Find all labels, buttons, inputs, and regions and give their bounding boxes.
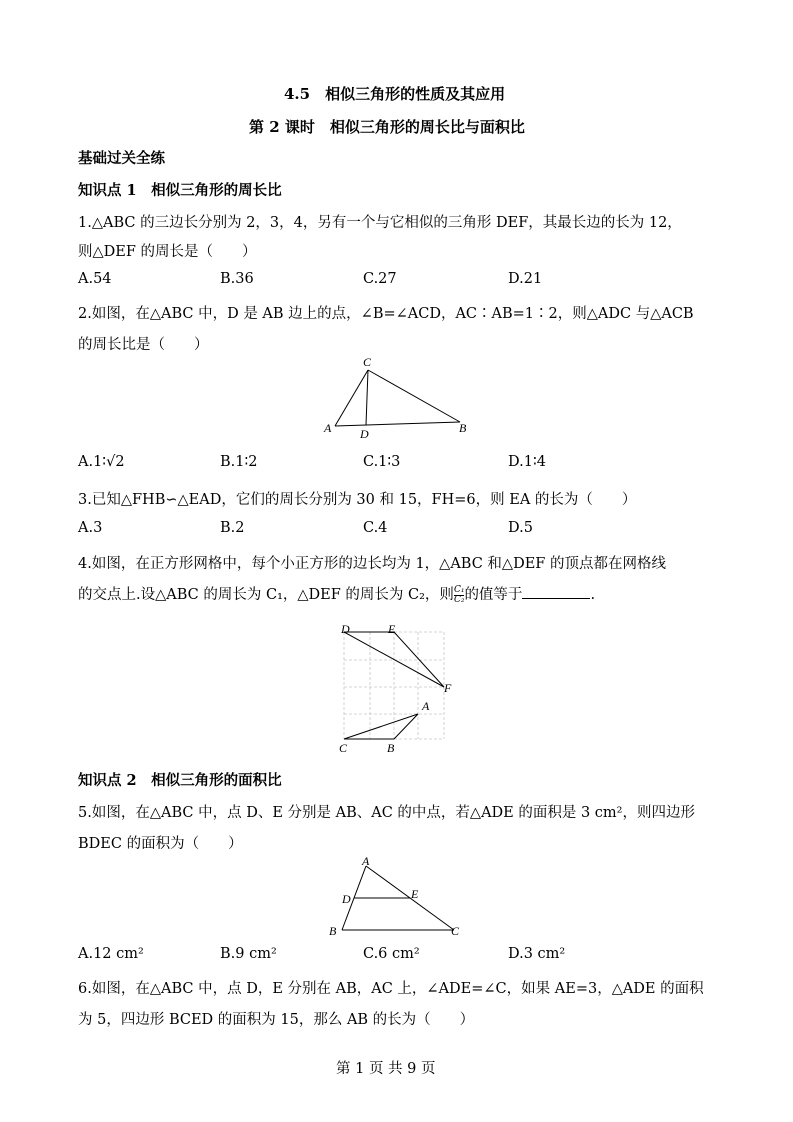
q4-fraction <box>454 586 465 605</box>
q4-line2-text-b: 的值等于 <box>464 587 523 603</box>
q5-label-e: E <box>411 887 419 901</box>
q6-line2: 为 5，四边形 BCED 的面积为 15，那么 AB 的长为（ ） <box>78 1012 475 1028</box>
q5-label-b: B <box>329 924 337 938</box>
q2-option-b: B.1∶2 <box>220 454 258 470</box>
q2-option-a: A.1∶√2 <box>78 454 125 470</box>
knowledge-point-2: 知识点 2 相似三角形的面积比 <box>78 772 282 789</box>
q2-label-d: D <box>360 427 369 441</box>
q4-line2 <box>78 583 595 605</box>
page-footer: 第 1 页 共 9 页 <box>336 1061 436 1077</box>
q5-option-d: D.3 cm² <box>508 946 566 962</box>
q4-label-a: A <box>422 699 430 713</box>
q3-line1: 3.已知△FHB∽△EAD，它们的周长分别为 30 和 15，FH=6，则 EA 的长为（ ） <box>78 492 637 508</box>
knowledge-point-1: 知识点 1 相似三角形的周长比 <box>78 182 282 199</box>
q3-option-a: A.3 <box>78 520 103 536</box>
q1-option-c: C.27 <box>363 271 397 287</box>
q5-label-a: A <box>362 854 370 868</box>
q1-line2: 则△DEF 的周长是（ ） <box>78 244 257 260</box>
lesson-title: 4.5 相似三角形的性质及其应用 <box>284 85 506 103</box>
q4-label-c: C <box>339 741 348 755</box>
q4-label-d: D <box>341 622 350 636</box>
q4-line2-end: . <box>590 587 596 603</box>
q2-option-c: C.1∶3 <box>363 454 401 470</box>
q4-line2-text-a: 的交点上.设△ABC 的周长为 C₁，△DEF 的周长为 C₂，则 <box>78 587 454 603</box>
q2-option-d: D.1∶4 <box>508 454 546 470</box>
q1-option-a: A.54 <box>78 271 112 287</box>
q4-label-e: E <box>388 622 396 636</box>
section-heading: 基础过关全练 <box>78 150 165 167</box>
q5-option-b: B.9 cm² <box>220 946 277 962</box>
q5-line1: 5.如图，在△ABC 中，点 D、E 分别是 AB、AC 的中点，若△ADE 的面积是 3 cm²，则四边形 <box>78 805 695 821</box>
q3-option-c: C.4 <box>363 520 388 536</box>
q3-option-d: D.5 <box>508 520 533 536</box>
q4-fraction-denominator: C₂ <box>453 594 465 605</box>
q2-triangle-figure <box>320 352 480 444</box>
q5-label-d: D <box>342 892 351 906</box>
q5-line2: BDEC 的面积为（ ） <box>78 836 243 852</box>
q5-option-a: A.12 cm² <box>78 946 144 962</box>
q6-line1: 6.如图，在△ABC 中，点 D，E 分别在 AB，AC 上，∠ADE=∠C，如果 AE=3，△ADE 的面积 <box>78 981 704 997</box>
q2-line2: 的周长比是（ ） <box>78 337 209 353</box>
q4-fraction-numerator: C₁ <box>453 584 465 595</box>
q4-answer-blank <box>522 585 590 599</box>
q4-grid-lines <box>344 632 444 739</box>
q5-label-c: C <box>451 924 460 938</box>
q4-label-b: B <box>387 741 395 755</box>
q1-option-b: B.36 <box>220 271 254 287</box>
q2-line1: 2.如图，在△ABC 中，D 是 AB 边上的点，∠B=∠ACD，AC∶AB=1∶2，则△ADC 与△ACB <box>78 306 694 322</box>
q2-label-c: C <box>363 355 372 369</box>
q4-grid-figure <box>334 620 460 756</box>
q5-option-c: C.6 cm² <box>363 946 420 962</box>
q4-label-f: F <box>444 681 452 695</box>
q3-option-b: B.2 <box>220 520 245 536</box>
q5-triangle-figure <box>326 852 468 938</box>
q2-label-a: A <box>324 421 332 435</box>
q4-line1: 4.如图，在正方形网格中，每个小正方形的边长均为 1，△ABC 和△DEF 的顶点都在网格线 <box>78 556 666 572</box>
q1-line1: 1.△ABC 的三边长分别为 2，3，4，另有一个与它相似的三角形 DEF，其最长边的长为 12， <box>78 215 682 231</box>
q2-label-b: B <box>459 421 467 435</box>
q1-option-d: D.21 <box>508 271 543 287</box>
lesson-subtitle: 第 2 课时 相似三角形的周长比与面积比 <box>249 118 525 136</box>
